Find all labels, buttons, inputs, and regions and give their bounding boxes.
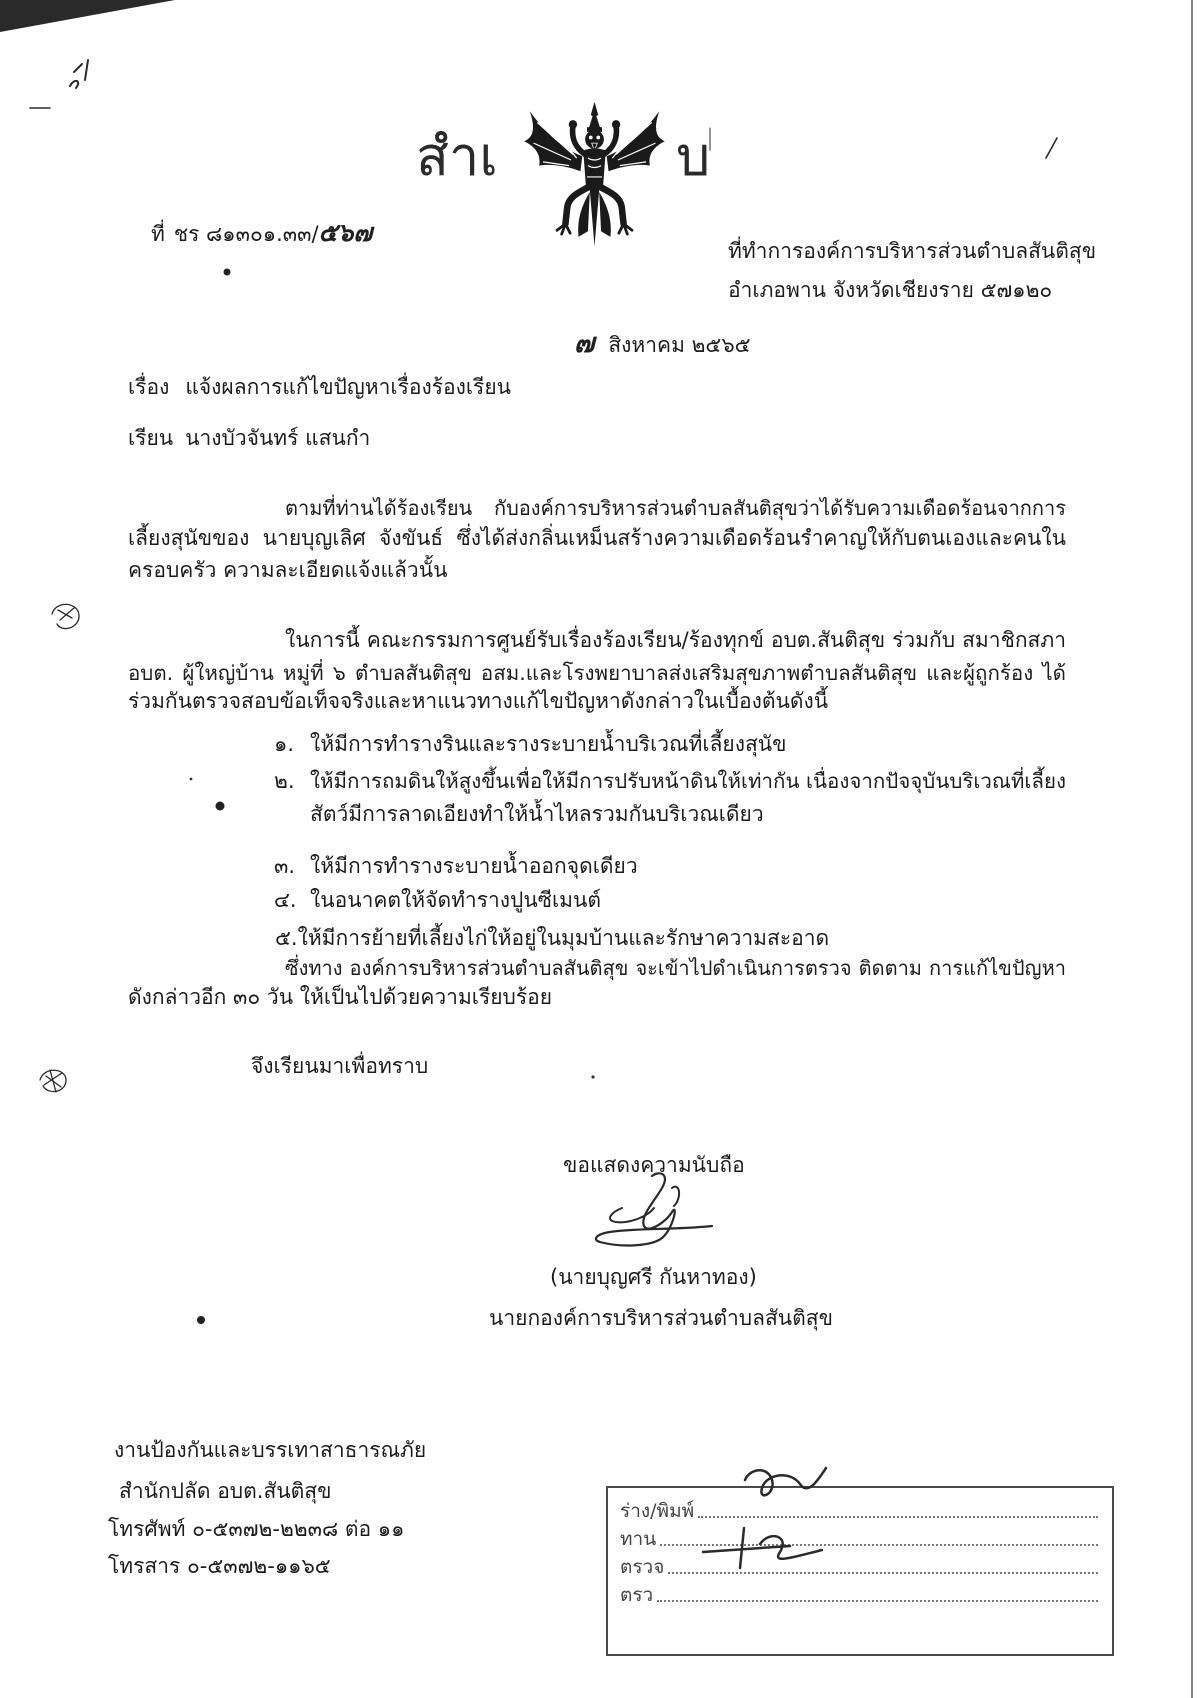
item-text: ในอนาคตให้จัดทำรางปูนซีเมนต์: [310, 888, 602, 912]
scan-mark: [52, 604, 79, 628]
subject-label: เรื่อง: [128, 375, 170, 399]
item-text: ให้มีการย้ายที่เลี้ยงไก่ให้อยู่ในมุมบ้านและรักษาความสะอาด: [297, 926, 830, 950]
contact-department: งานป้องกันและบรรเทาสาธารณภัย: [114, 1438, 427, 1462]
recipient-text: นางบัวจันทร์ แสนกำ: [185, 426, 371, 450]
approval-row-label: ทาน: [620, 1528, 657, 1550]
paragraph-2-line: อบต. ผู้ใหญ่บ้าน หมู่ที่ ๖ ตำบลสันติสุข อสม.และโรงพยาบาลส่งเสริมสุขภาพตำบลสันติสุข และผู้ถูกร้อง ได้: [128, 661, 1066, 685]
subject-text: แจ้งผลการแก้ไขปัญหาเรื่องร้องเรียน: [185, 375, 511, 399]
scan-dot: [224, 269, 231, 276]
recipient-line: [128, 423, 828, 453]
item-number: ๒.: [274, 769, 295, 793]
paragraph-1-line: ครอบครัว ความละเอียดแจ้งแล้วนั้น: [128, 558, 448, 582]
sender-address-line-1: ที่ทำการองค์การบริหารส่วนตำบลสันติสุข: [728, 239, 1097, 263]
item-text-continuation: สัตว์มีการลาดเอียงทำให้น้ำไหลรวมกันบริเวณเดียว: [310, 802, 764, 826]
salutation: ขอแสดงความนับถือ: [563, 1153, 745, 1177]
approval-row: [620, 1524, 1098, 1552]
paragraph-1-line: เลี้ยงสุนัขของ นายบุญเลิศ จังขันธ์ ซึ่งได้ส่งกลิ่นเหม็นสร้างความเดือดร้อนรำคาญให้กับตนเองและคนใน: [128, 526, 1066, 550]
sender-address-line-2: อำเภอพาน จังหวัดเชียงราย ๕๗๑๒๐: [728, 278, 1053, 302]
garuda-emblem-icon: [512, 100, 677, 250]
paragraph-3-line: ซึ่งทาง องค์การบริหารส่วนตำบลสันติสุข จะเข้าไปดำเนินการตรวจ ติดตาม การแก้ไขปัญหา: [285, 956, 1066, 980]
item-text: ให้มีการทำรางรินและรางระบายน้ำบริเวณที่เลี้ยงสุนัข: [310, 732, 787, 756]
date-month-year: สิงหาคม ๒๕๖๕: [608, 333, 751, 357]
stamp-text-right: บ: [676, 125, 711, 188]
approval-row: [620, 1496, 1098, 1524]
approval-row: [620, 1580, 1098, 1608]
approval-row: [620, 1552, 1098, 1580]
approval-row-label: ตรวจ: [620, 1556, 665, 1578]
closing-line: จึงเรียนมาเพื่อทราบ: [251, 1054, 429, 1078]
approval-row-label: ร่าง/พิมพ์: [620, 1500, 695, 1522]
item-number: ๔.: [274, 888, 297, 912]
reference-code: ชร ๘๑๓๐๑.๓๓/: [173, 222, 319, 246]
signatory-name: (นายบุญศรี กันหาทอง): [550, 1265, 757, 1289]
letter-date: [574, 329, 874, 360]
signatory-position: นายกองค์การบริหารส่วนตำบลสันติสุข: [489, 1306, 833, 1330]
date-day-handwritten: ๗: [574, 329, 595, 359]
dotted-leader: [698, 1516, 1098, 1518]
scan-dot: [190, 778, 193, 781]
recipient-label: เรียน: [128, 426, 174, 450]
scan-mark: [70, 60, 88, 88]
item-text: ให้มีการถมดินให้สูงขึ้นเพื่อให้มีการปรับหน้าดินให้เท่ากัน เนื่องจากปัจจุบันบริเวณที่เลี้ยง: [310, 769, 1066, 793]
contact-phone: โทรศัพท์ ๐-๕๓๗๒-๒๒๓๘ ต่อ ๑๑: [108, 1517, 405, 1541]
item-number: ๓.: [274, 854, 296, 878]
item-text: ให้มีการทำรางระบายน้ำออกจุดเดียว: [310, 854, 638, 878]
dotted-leader: [657, 1600, 1098, 1602]
approval-box: [606, 1486, 1114, 1656]
paragraph-3-line: ดังกล่าวอีก ๓๐ วัน ให้เป็นไปด้วยความเรียบร้อย: [128, 985, 553, 1009]
scan-dot: [197, 1316, 205, 1324]
paragraph-1-line: ตามที่ท่านได้ร้องเรียน กับองค์การบริหารส่วนตำบลสันติสุขว่าได้รับความเดือดร้อนจากการ: [285, 496, 1066, 520]
paragraph-2-line: ในการนี้ คณะกรรมการศูนย์รับเรื่องร้องเรียน/ร้องทุกข์ อบต.สันติสุข ร่วมกับ สมาชิกสภา: [285, 628, 1066, 652]
approval-row-label: ตรว: [620, 1584, 654, 1606]
item-5: [275, 923, 1066, 953]
dotted-leader: [660, 1544, 1098, 1546]
scan-dot: [216, 802, 225, 811]
item-number: ๕.: [275, 926, 298, 950]
reference-handwritten-number: ๕๖๗: [318, 218, 373, 247]
scan-mark: [1046, 138, 1057, 158]
scan-mark: [40, 1070, 66, 1092]
contact-fax: โทรสาร ๐-๕๓๗๒-๑๑๖๕: [108, 1554, 331, 1578]
contact-office: สำนักปลัด อบต.สันติสุข: [119, 1479, 332, 1503]
reference-label: ที่: [151, 222, 165, 246]
dotted-leader: [668, 1572, 1098, 1574]
handwritten-signature: [582, 1168, 722, 1263]
item-number: ๑.: [274, 732, 295, 756]
reference-number: [151, 218, 471, 249]
subject-line: [128, 372, 828, 402]
paragraph-2-line: ร่วมกันตรวจสอบข้อเท็จจริงและหาแนวทางแก้ไขปัญหาดังกล่าวในเบื้องต้นดังนี้: [128, 689, 829, 713]
scan-corner-shadow: [0, 0, 175, 32]
stamp-text-left: สำเ: [416, 125, 498, 188]
